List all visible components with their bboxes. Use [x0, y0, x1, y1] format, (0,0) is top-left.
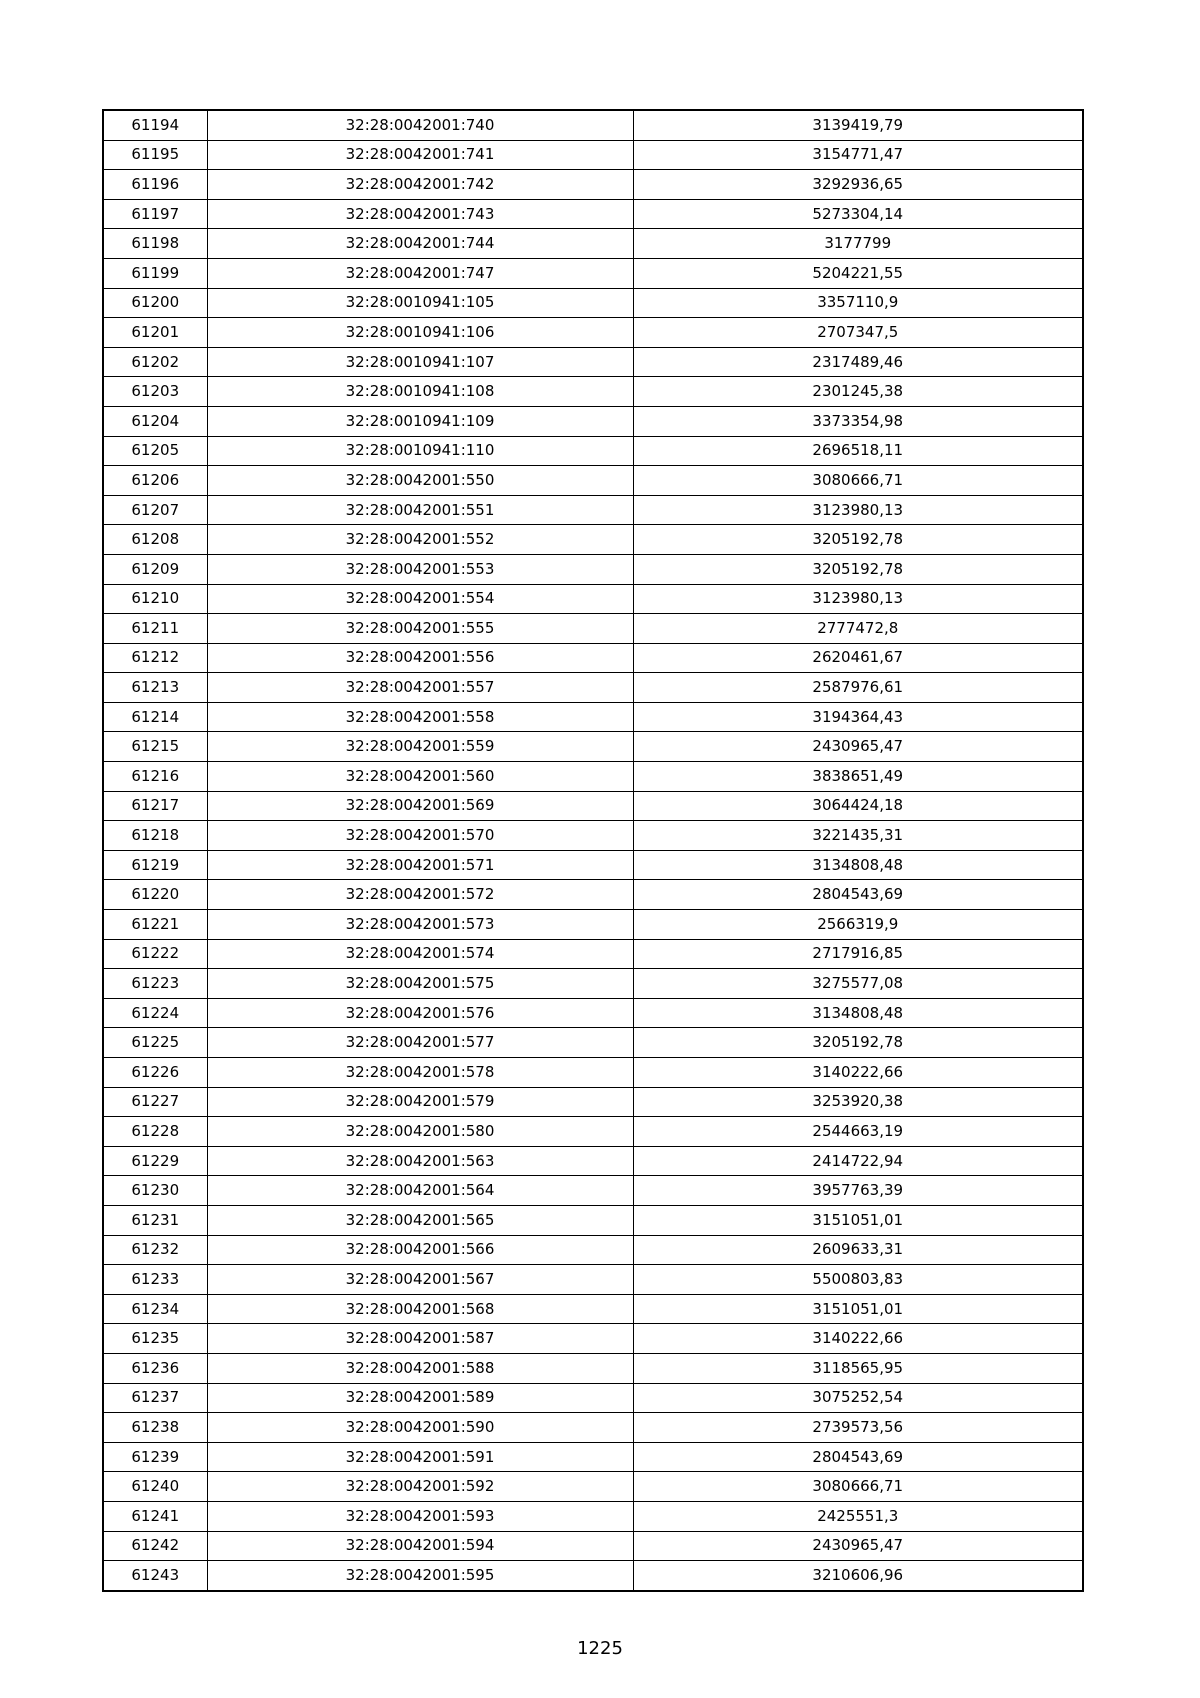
table-row — [103, 495, 1083, 525]
cadastral-value-cell: 2696518,11 — [633, 436, 1083, 466]
cadastral-number-cell: 32:28:0042001:589 — [207, 1383, 633, 1413]
cadastral-number-cell: 32:28:0042001:553 — [207, 554, 633, 584]
row-number-cell: 61219 — [103, 850, 207, 880]
cadastral-value-cell: 3957763,39 — [633, 1176, 1083, 1206]
cadastral-value-cell: 3123980,13 — [633, 584, 1083, 614]
table-row — [103, 910, 1083, 940]
table-row — [103, 258, 1083, 288]
table-row — [103, 140, 1083, 170]
cadastral-number-cell: 32:28:0042001:574 — [207, 939, 633, 969]
table-row — [103, 1531, 1083, 1561]
row-number-cell: 61199 — [103, 258, 207, 288]
table-row — [103, 1028, 1083, 1058]
cadastral-value-cell: 2430965,47 — [633, 732, 1083, 762]
row-number-cell: 61210 — [103, 584, 207, 614]
cadastral-number-cell: 32:28:0042001:556 — [207, 643, 633, 673]
row-number-cell: 61194 — [103, 110, 207, 140]
row-number-cell: 61215 — [103, 732, 207, 762]
row-number-cell: 61212 — [103, 643, 207, 673]
table-row — [103, 732, 1083, 762]
cadastral-number-cell: 32:28:0042001:744 — [207, 229, 633, 259]
table-row — [103, 643, 1083, 673]
row-number-cell: 61229 — [103, 1146, 207, 1176]
cadastral-number-cell: 32:28:0042001:551 — [207, 495, 633, 525]
row-number-cell: 61195 — [103, 140, 207, 170]
cadastral-number-cell: 32:28:0010941:107 — [207, 347, 633, 377]
cadastral-number-cell: 32:28:0010941:108 — [207, 377, 633, 407]
cadastral-value-cell: 2301245,38 — [633, 377, 1083, 407]
cadastral-value-cell: 3064424,18 — [633, 791, 1083, 821]
cadastral-number-cell: 32:28:0042001:743 — [207, 199, 633, 229]
cadastral-number-cell: 32:28:0042001:595 — [207, 1561, 633, 1591]
cadastral-number-cell: 32:28:0042001:568 — [207, 1294, 633, 1324]
row-number-cell: 61197 — [103, 199, 207, 229]
cadastral-value-cell: 3151051,01 — [633, 1294, 1083, 1324]
cadastral-value-cell: 2804543,69 — [633, 880, 1083, 910]
table-row — [103, 110, 1083, 140]
table-row — [103, 762, 1083, 792]
cadastral-value-cell: 2317489,46 — [633, 347, 1083, 377]
cadastral-number-cell: 32:28:0010941:110 — [207, 436, 633, 466]
cadastral-value-cell: 3221435,31 — [633, 821, 1083, 851]
cadastral-number-cell: 32:28:0042001:579 — [207, 1087, 633, 1117]
table-row — [103, 466, 1083, 496]
cadastral-number-cell: 32:28:0042001:572 — [207, 880, 633, 910]
table-row — [103, 229, 1083, 259]
table-row — [103, 939, 1083, 969]
row-number-cell: 61223 — [103, 969, 207, 999]
cadastral-value-cell: 2414722,94 — [633, 1146, 1083, 1176]
row-number-cell: 61216 — [103, 762, 207, 792]
cadastral-value-cell: 3075252,54 — [633, 1383, 1083, 1413]
table-row — [103, 673, 1083, 703]
cadastral-number-cell: 32:28:0042001:747 — [207, 258, 633, 288]
table-row — [103, 199, 1083, 229]
cadastral-number-cell: 32:28:0042001:563 — [207, 1146, 633, 1176]
row-number-cell: 61230 — [103, 1176, 207, 1206]
table-row — [103, 1472, 1083, 1502]
table-row — [103, 1117, 1083, 1147]
cadastral-value-cell: 2425551,3 — [633, 1501, 1083, 1531]
row-number-cell: 61213 — [103, 673, 207, 703]
cadastral-number-cell: 32:28:0042001:588 — [207, 1353, 633, 1383]
table-row — [103, 525, 1083, 555]
cadastral-number-cell: 32:28:0042001:578 — [207, 1058, 633, 1088]
table-row — [103, 1294, 1083, 1324]
table-row — [103, 1324, 1083, 1354]
row-number-cell: 61204 — [103, 406, 207, 436]
table-row — [103, 998, 1083, 1028]
cadastral-value-cell: 3151051,01 — [633, 1205, 1083, 1235]
cadastral-value-cell: 3838651,49 — [633, 762, 1083, 792]
cadastral-number-cell: 32:28:0042001:577 — [207, 1028, 633, 1058]
cadastral-value-cell: 2717916,85 — [633, 939, 1083, 969]
cadastral-number-cell: 32:28:0042001:580 — [207, 1117, 633, 1147]
cadastral-value-cell: 3205192,78 — [633, 525, 1083, 555]
row-number-cell: 61232 — [103, 1235, 207, 1265]
row-number-cell: 61233 — [103, 1265, 207, 1295]
table-row — [103, 1501, 1083, 1531]
row-number-cell: 61228 — [103, 1117, 207, 1147]
cadastral-number-cell: 32:28:0042001:565 — [207, 1205, 633, 1235]
table-row — [103, 1442, 1083, 1472]
cadastral-value-cell: 3140222,66 — [633, 1324, 1083, 1354]
table-row — [103, 1146, 1083, 1176]
cadastral-value-cell: 5204221,55 — [633, 258, 1083, 288]
cadastral-number-cell: 32:28:0042001:576 — [207, 998, 633, 1028]
table-row — [103, 1235, 1083, 1265]
row-number-cell: 61241 — [103, 1501, 207, 1531]
row-number-cell: 61201 — [103, 318, 207, 348]
table-row — [103, 880, 1083, 910]
row-number-cell: 61243 — [103, 1561, 207, 1591]
cadastral-value-cell: 2777472,8 — [633, 614, 1083, 644]
row-number-cell: 61218 — [103, 821, 207, 851]
row-number-cell: 61222 — [103, 939, 207, 969]
row-number-cell: 61227 — [103, 1087, 207, 1117]
row-number-cell: 61236 — [103, 1353, 207, 1383]
cadastral-value-cell: 2544663,19 — [633, 1117, 1083, 1147]
cadastral-number-cell: 32:28:0042001:566 — [207, 1235, 633, 1265]
row-number-cell: 61226 — [103, 1058, 207, 1088]
cadastral-number-cell: 32:28:0042001:554 — [207, 584, 633, 614]
row-number-cell: 61234 — [103, 1294, 207, 1324]
table-row — [103, 288, 1083, 318]
cadastral-number-cell: 32:28:0042001:558 — [207, 702, 633, 732]
table-row — [103, 850, 1083, 880]
cadastral-value-cell: 3210606,96 — [633, 1561, 1083, 1591]
cadastral-number-cell: 32:28:0042001:550 — [207, 466, 633, 496]
cadastral-value-cell: 3373354,98 — [633, 406, 1083, 436]
cadastral-value-cell: 5273304,14 — [633, 199, 1083, 229]
cadastral-number-cell: 32:28:0042001:594 — [207, 1531, 633, 1561]
cadastral-value-cell: 3139419,79 — [633, 110, 1083, 140]
cadastral-number-cell: 32:28:0042001:560 — [207, 762, 633, 792]
table-row — [103, 170, 1083, 200]
cadastral-value-cell: 3140222,66 — [633, 1058, 1083, 1088]
table-row — [103, 377, 1083, 407]
cadastral-number-cell: 32:28:0010941:105 — [207, 288, 633, 318]
row-number-cell: 61238 — [103, 1413, 207, 1443]
cadastral-number-cell: 32:28:0042001:564 — [207, 1176, 633, 1206]
row-number-cell: 61220 — [103, 880, 207, 910]
cadastral-number-cell: 32:28:0042001:559 — [207, 732, 633, 762]
cadastral-value-cell: 3080666,71 — [633, 1472, 1083, 1502]
cadastral-number-cell: 32:28:0042001:571 — [207, 850, 633, 880]
table-row — [103, 1176, 1083, 1206]
cadastral-value-cell: 3123980,13 — [633, 495, 1083, 525]
row-number-cell: 61198 — [103, 229, 207, 259]
table-row — [103, 1087, 1083, 1117]
table-row — [103, 554, 1083, 584]
table-row — [103, 614, 1083, 644]
cadastral-number-cell: 32:28:0042001:567 — [207, 1265, 633, 1295]
row-number-cell: 61240 — [103, 1472, 207, 1502]
row-number-cell: 61205 — [103, 436, 207, 466]
row-number-cell: 61217 — [103, 791, 207, 821]
row-number-cell: 61221 — [103, 910, 207, 940]
row-number-cell: 61207 — [103, 495, 207, 525]
row-number-cell: 61211 — [103, 614, 207, 644]
cadastral-value-cell: 2804543,69 — [633, 1442, 1083, 1472]
cadastral-number-cell: 32:28:0042001:552 — [207, 525, 633, 555]
cadastral-number-cell: 32:28:0042001:742 — [207, 170, 633, 200]
cadastral-value-cell: 2609633,31 — [633, 1235, 1083, 1265]
row-number-cell: 61242 — [103, 1531, 207, 1561]
table-row — [103, 347, 1083, 377]
cadastral-value-cell: 2566319,9 — [633, 910, 1083, 940]
row-number-cell: 61237 — [103, 1383, 207, 1413]
cadastral-value-cell: 3177799 — [633, 229, 1083, 259]
page-number: 1225 — [577, 1638, 623, 1659]
table-body — [103, 110, 1083, 1591]
cadastral-number-cell: 32:28:0042001:570 — [207, 821, 633, 851]
cadastral-number-cell: 32:28:0042001:555 — [207, 614, 633, 644]
row-number-cell: 61206 — [103, 466, 207, 496]
cadastral-value-cell: 3253920,38 — [633, 1087, 1083, 1117]
cadastral-value-cell: 3134808,48 — [633, 850, 1083, 880]
cadastral-number-cell: 32:28:0042001:741 — [207, 140, 633, 170]
row-number-cell: 61214 — [103, 702, 207, 732]
cadastral-number-cell: 32:28:0042001:587 — [207, 1324, 633, 1354]
table-row — [103, 1413, 1083, 1443]
cadastral-value-cell: 2739573,56 — [633, 1413, 1083, 1443]
row-number-cell: 61208 — [103, 525, 207, 555]
row-number-cell: 61209 — [103, 554, 207, 584]
cadastral-value-cell: 3194364,43 — [633, 702, 1083, 732]
cadastral-value-cell: 3357110,9 — [633, 288, 1083, 318]
cadastral-number-cell: 32:28:0042001:557 — [207, 673, 633, 703]
table-row — [103, 436, 1083, 466]
table-row — [103, 791, 1083, 821]
row-number-cell: 61235 — [103, 1324, 207, 1354]
cadastral-value-cell: 3080666,71 — [633, 466, 1083, 496]
row-number-cell: 61231 — [103, 1205, 207, 1235]
row-number-cell: 61196 — [103, 170, 207, 200]
table-row — [103, 1265, 1083, 1295]
row-number-cell: 61200 — [103, 288, 207, 318]
table-row — [103, 1058, 1083, 1088]
cadastral-value-cell: 2620461,67 — [633, 643, 1083, 673]
table-row — [103, 406, 1083, 436]
cadastral-value-cell: 3134808,48 — [633, 998, 1083, 1028]
table-row — [103, 318, 1083, 348]
table-row — [103, 584, 1083, 614]
cadastral-value-cell: 2707347,5 — [633, 318, 1083, 348]
cadastral-number-cell: 32:28:0042001:573 — [207, 910, 633, 940]
cadastral-number-cell: 32:28:0042001:569 — [207, 791, 633, 821]
cadastral-number-cell: 32:28:0042001:591 — [207, 1442, 633, 1472]
cadastral-value-cell: 3292936,65 — [633, 170, 1083, 200]
table-row — [103, 969, 1083, 999]
cadastral-value-cell: 2587976,61 — [633, 673, 1083, 703]
table-row — [103, 702, 1083, 732]
cadastral-number-cell: 32:28:0042001:575 — [207, 969, 633, 999]
row-number-cell: 61225 — [103, 1028, 207, 1058]
cadastral-value-cell: 3275577,08 — [633, 969, 1083, 999]
cadastral-value-cell: 3118565,95 — [633, 1353, 1083, 1383]
row-number-cell: 61224 — [103, 998, 207, 1028]
table-row — [103, 1353, 1083, 1383]
row-number-cell: 61239 — [103, 1442, 207, 1472]
table-row — [103, 1561, 1083, 1591]
cadastral-number-cell: 32:28:0042001:590 — [207, 1413, 633, 1443]
cadastral-number-cell: 32:28:0042001:592 — [207, 1472, 633, 1502]
cadastral-value-cell: 3205192,78 — [633, 1028, 1083, 1058]
cadastral-value-cell: 5500803,83 — [633, 1265, 1083, 1295]
table-row — [103, 1205, 1083, 1235]
table-row — [103, 1383, 1083, 1413]
cadastral-number-cell: 32:28:0010941:109 — [207, 406, 633, 436]
table-row — [103, 821, 1083, 851]
cadastral-number-cell: 32:28:0042001:593 — [207, 1501, 633, 1531]
cadastral-number-cell: 32:28:0010941:106 — [207, 318, 633, 348]
cadastral-value-table — [102, 109, 1084, 1592]
cadastral-value-cell: 3205192,78 — [633, 554, 1083, 584]
cadastral-number-cell: 32:28:0042001:740 — [207, 110, 633, 140]
cadastral-value-cell: 2430965,47 — [633, 1531, 1083, 1561]
row-number-cell: 61202 — [103, 347, 207, 377]
row-number-cell: 61203 — [103, 377, 207, 407]
cadastral-value-cell: 3154771,47 — [633, 140, 1083, 170]
